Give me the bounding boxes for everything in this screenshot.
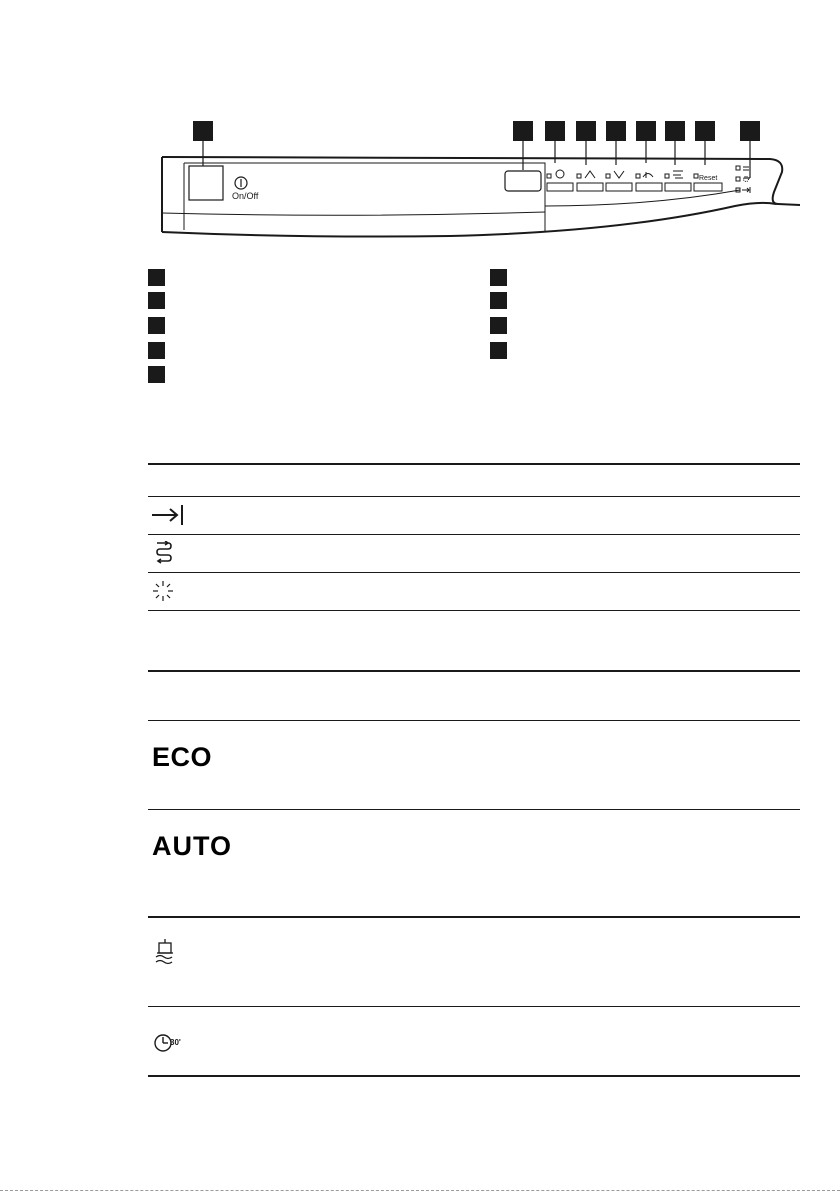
table-rule (148, 720, 800, 721)
legend-marker (490, 317, 507, 334)
up-button[interactable] (577, 183, 603, 191)
eco-label: ECO (152, 742, 213, 772)
legend-marker (148, 317, 165, 334)
control-panel-illustration (0, 0, 840, 260)
multitab-icon (673, 171, 683, 178)
legend-marker (490, 269, 507, 286)
table-rule (148, 1075, 800, 1077)
auto-label: AUTO (152, 831, 233, 861)
delay-icon (556, 170, 564, 178)
legend-marker (490, 342, 507, 359)
table-rule (148, 670, 800, 672)
table-rule (148, 610, 800, 611)
multitab-button[interactable] (665, 183, 691, 191)
rinse-aid-icon (154, 541, 174, 565)
end-arrow-icon (150, 503, 186, 527)
extra-dry-button[interactable] (636, 183, 662, 191)
legend-marker (148, 366, 165, 383)
table-rule (148, 496, 800, 497)
salt-indicator-icon (744, 177, 749, 182)
table-rule (148, 809, 800, 810)
glass-care-icon (154, 938, 176, 968)
onoff-button[interactable] (189, 166, 223, 200)
end-indicator-icon (742, 187, 750, 193)
table-rule (148, 534, 800, 535)
salt-icon (152, 580, 174, 602)
down-button[interactable] (606, 183, 632, 191)
legend-marker (148, 292, 165, 309)
callout-markers (193, 121, 760, 141)
table-rule (148, 463, 800, 465)
reset-button[interactable] (694, 183, 722, 191)
table-rule (148, 572, 800, 573)
extra-dry-icon (643, 172, 653, 178)
power-icon (235, 177, 247, 189)
reset-label: Reset (699, 175, 718, 182)
legend-marker (148, 269, 165, 286)
display-window (505, 171, 541, 191)
rinse-aid-indicator-icon (743, 167, 749, 170)
svg-text:30': 30' (170, 1038, 181, 1047)
onoff-label: On/Off (232, 191, 259, 201)
table-rule (148, 1006, 800, 1007)
table-rule (148, 916, 800, 918)
down-arrow-icon (614, 171, 624, 178)
legend-marker (148, 342, 165, 359)
up-arrow-icon (585, 171, 595, 178)
delay-button[interactable] (547, 183, 573, 191)
quick-30-icon (153, 1031, 187, 1055)
legend-marker (490, 292, 507, 309)
